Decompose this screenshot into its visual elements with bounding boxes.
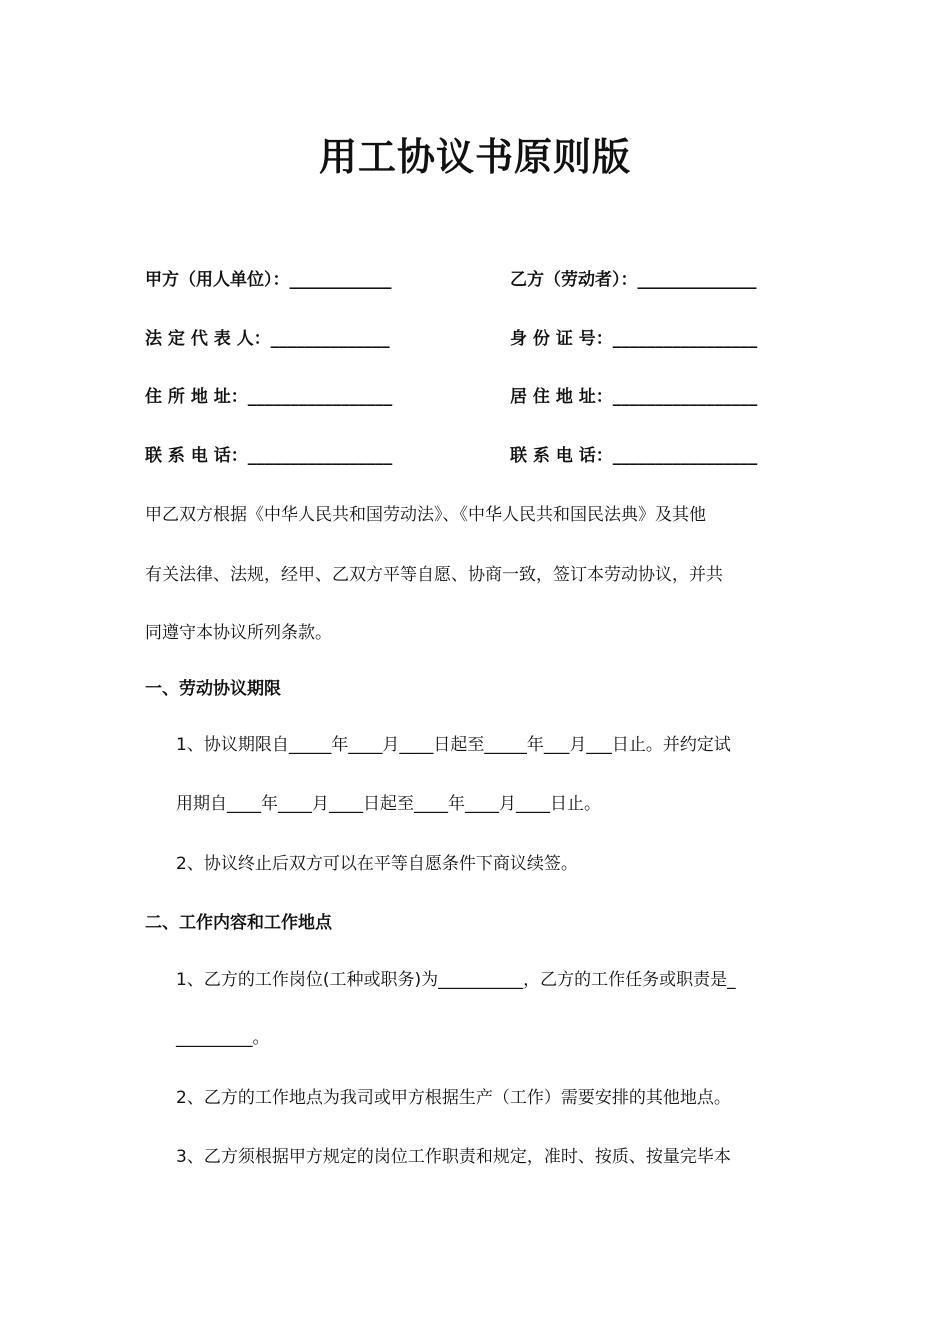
party-a-address-field: 住 所 地 址：_________________ [145,387,393,407]
clause-line: 用期自____年____月____日起至____年____月____日止。 [176,794,601,814]
clause-line: 1、协议期限自_____年____月____日起至_____年___月___日止。并约定试 [176,735,731,755]
section-heading-term: 一、劳动协议期限 [145,679,281,699]
intro-line: 甲乙双方根据《中华人民共和国劳动法》、《中华人民共和国民法典》及其他 [145,505,706,525]
clause-line: 2、乙方的工作地点为我司或甲方根据生产（工作）需要安排的其他地点。 [176,1088,731,1108]
section-heading-work: 二、工作内容和工作地点 [145,913,332,933]
clause-line: 1、乙方的工作岗位(工种或职务)为__________，乙方的工作任务或职责是_ [176,970,736,990]
intro-line: 有关法律、法规，经甲、乙双方平等自愿、协商一致，签订本劳动协议，并共 [145,565,723,585]
intro-line: 同遵守本协议所列条款。 [145,623,332,643]
party-a-name-field: 甲方（用人单位）：____________ [145,270,392,290]
clause-line: 2、协议终止后双方可以在平等自愿条件下商议续签。 [176,854,578,874]
clause-line: _________。 [176,1028,270,1048]
document-title: 用工协议书原则版 [318,135,631,179]
party-b-name-field: 乙方（劳动者）：______________ [510,270,757,290]
party-a-phone-field: 联 系 电 话：_________________ [145,446,393,466]
party-a-legal-rep-field: 法 定 代 表 人：______________ [145,329,390,349]
clause-line: 3、乙方须根据甲方规定的岗位工作职责和规定，准时、按质、按量完毕本 [176,1147,731,1167]
party-b-id-field: 身 份 证 号：_________________ [510,329,758,349]
party-b-address-field: 居 住 地 址：_________________ [510,387,758,407]
party-b-phone-field: 联 系 电 话：_________________ [510,446,758,466]
